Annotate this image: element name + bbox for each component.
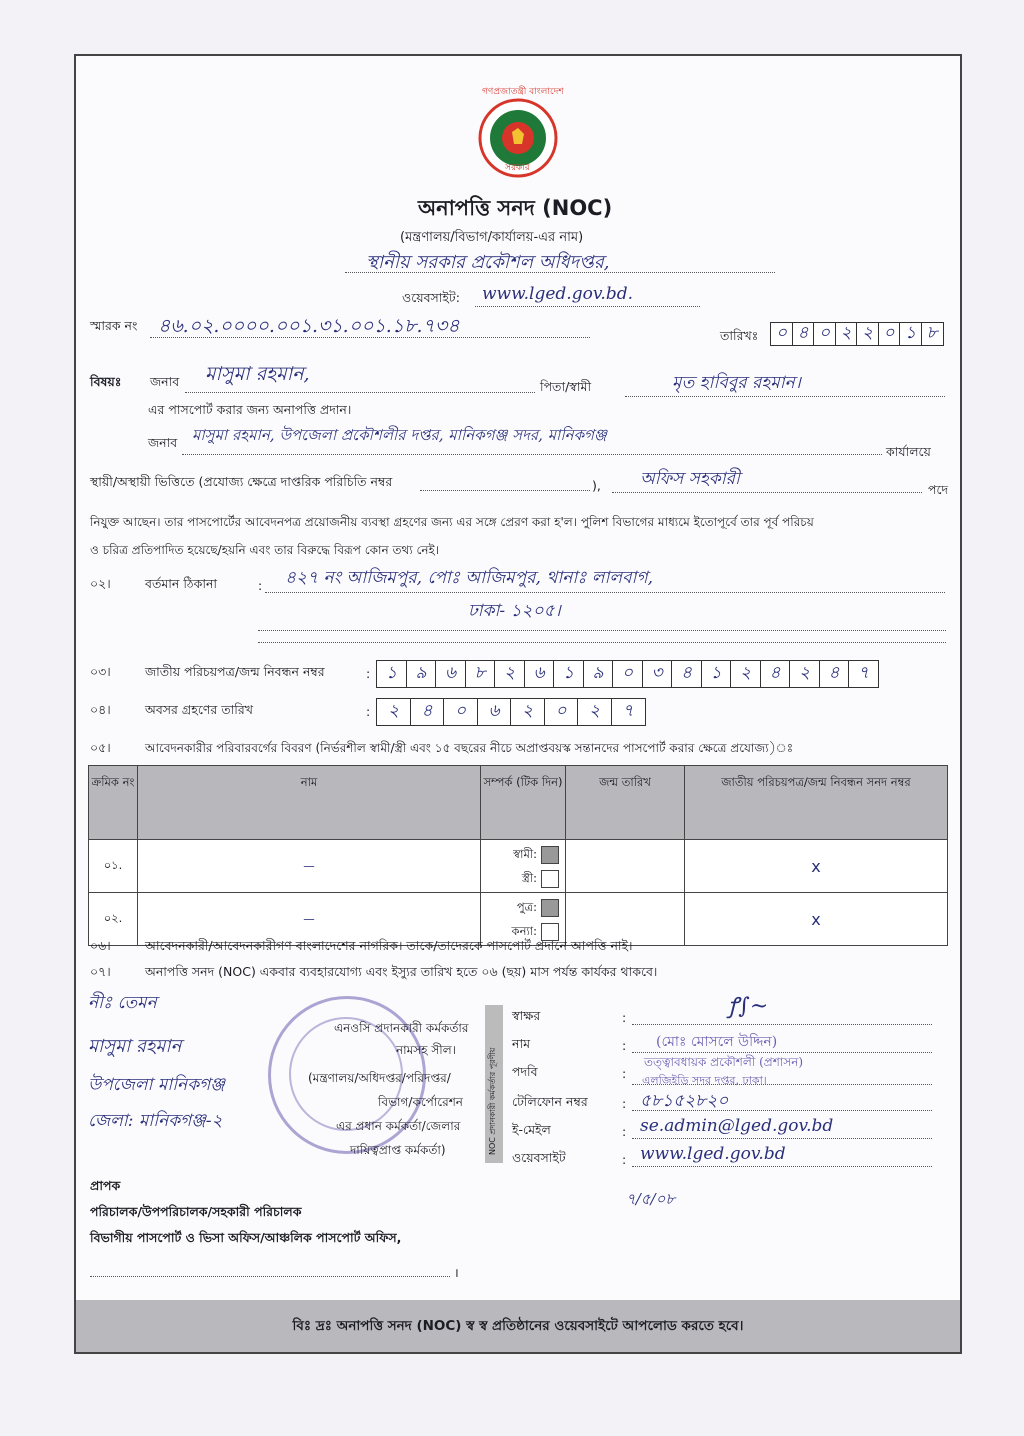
- officer-line: দায়িত্বপ্রাপ্ত কর্মকর্তা): [350, 1143, 446, 1157]
- designation: অফিস সহকারী: [640, 469, 740, 489]
- emblem-bottom-text: সরকার: [505, 163, 530, 173]
- field-phone-value: ৫৮১৫২৮২০: [640, 1091, 729, 1111]
- wife-checkbox[interactable]: [541, 870, 559, 888]
- nid-digit: ১: [701, 660, 732, 688]
- item-06-number: ০৬।: [90, 938, 111, 953]
- col-nid: জাতীয় পরিচয়পত্র/জন্ম নিবন্ধন সনদ নম্বর: [685, 766, 948, 840]
- item-04-number: ০৪।: [90, 702, 111, 717]
- reference-label: স্মারক নং: [90, 318, 138, 333]
- retire-boxes: [376, 698, 644, 726]
- body-line2-end: পদে: [928, 482, 949, 497]
- vertical-label-box: [485, 1005, 503, 1163]
- date-digit: ১: [899, 322, 922, 346]
- nid-digit: ৬: [435, 660, 466, 688]
- item-07-number: ০৭।: [90, 964, 111, 979]
- col-dob: জন্ম তারিখ: [566, 766, 685, 840]
- retire-digit: ০: [443, 698, 478, 726]
- date-digit: ২: [856, 322, 879, 346]
- subject-janab: জনাব: [150, 374, 180, 389]
- recipient-line1: পরিচালক/উপপরিচালক/সহকারী পরিচালক: [90, 1204, 302, 1219]
- field-website-label: ওয়েবসাইট: [512, 1150, 566, 1165]
- row-serial: ০২.: [89, 893, 138, 946]
- field-designation-label: পদবি: [512, 1064, 538, 1079]
- table-row: [89, 840, 948, 893]
- body-line2-print: স্থায়ী/অস্থায়ী ভিত্তিতে (প্রযোজ্য ক্ষেত্রে দাপ্তরিক পরিচিতি নম্বর: [90, 474, 393, 489]
- date-digit: ৪: [792, 322, 815, 346]
- field-signature-label: স্বাক্ষর: [512, 1008, 541, 1023]
- retire-label: অবসর গ্রহণের তারিখ: [145, 702, 253, 717]
- retire-digit: ২: [510, 698, 545, 726]
- body-line4: ও চরিত্র প্রতিপাদিত হয়েছে/হয়নি এবং তার বিরুদ্ধে বিরূপ কোন তথ্য নেই।: [90, 543, 440, 557]
- item-02-number: ০২।: [90, 576, 111, 591]
- row-dob: [566, 840, 685, 893]
- nid-digit: ৬: [524, 660, 555, 688]
- row-relation: স্বামী: স্ত্রী:: [481, 840, 566, 893]
- retire-digit: ৬: [477, 698, 512, 726]
- document-subtitle: (মন্ত্রণালয়/বিভাগ/কার্যালয়-এর নাম): [400, 230, 584, 245]
- date-digit: ০: [813, 322, 836, 346]
- field-name-label: নাম: [512, 1036, 531, 1051]
- reference-number: ৪৬.০২.০০০০.০০১.৩১.০০১.১৮.৭৩৪: [158, 315, 460, 337]
- subject-line2: এর পাসপোর্ট করার জন্য অনাপত্তি প্রদান।: [148, 402, 352, 417]
- nid-digit: ২: [730, 660, 761, 688]
- officer-line: বিভাগ/কর্পোরেশন: [378, 1095, 463, 1109]
- vertical-label: NOC প্রদানকারী কর্মকর্তার পূরণীয়: [488, 1047, 497, 1155]
- retire-digit: ৭: [611, 698, 646, 726]
- footer-note: [76, 1300, 960, 1352]
- father-label: পিতা/স্বামী: [540, 379, 592, 394]
- husband-checkbox[interactable]: [541, 846, 559, 864]
- row-name: —: [138, 840, 481, 893]
- retire-digit: ২: [577, 698, 612, 726]
- father-name: মৃত হাবিবুর রহমান।: [672, 373, 801, 393]
- left-note-2: মাসুমা রহমান: [88, 1036, 182, 1057]
- field-email-value: se.admin@lged.gov.bd: [640, 1116, 834, 1136]
- body-janab: জনাব: [148, 435, 178, 450]
- row-nid: x: [685, 840, 948, 893]
- field-email-label: ই-মেইল: [512, 1122, 551, 1137]
- recipient-label: প্রাপক: [90, 1178, 121, 1193]
- document-title: অনাপত্তি সনদ (NOC): [418, 196, 613, 220]
- col-serial: ক্রমিক নং: [89, 766, 138, 840]
- son-checkbox[interactable]: [541, 899, 559, 917]
- retire-digit: ০: [544, 698, 579, 726]
- nid-boxes: [376, 660, 878, 688]
- website-label: ওয়েবসাইট:: [402, 290, 460, 305]
- retire-digit: ২: [376, 698, 411, 726]
- signature-mark: ꝭ∫~: [728, 994, 769, 1019]
- website-value: www.lged.gov.bd.: [482, 284, 633, 304]
- date-digit: ০: [878, 322, 901, 346]
- date-boxes: [770, 322, 942, 346]
- family-table: [88, 765, 948, 946]
- officer-line: এর প্রধান কর্মকর্তা/জেলার: [336, 1119, 461, 1133]
- nid-digit: ০: [612, 660, 643, 688]
- body-line1-hand: মাসুমা রহমান, উপজেলা প্রকৌশলীর দপ্তর, মানিকগঞ্জ সদর, মানিকগঞ্জ: [192, 426, 607, 444]
- field-phone-label: টেলিফোন নম্বর: [512, 1094, 588, 1109]
- field-website-value: www.lged.gov.bd: [640, 1144, 786, 1164]
- nid-digit: ১: [553, 660, 584, 688]
- item-05-number: ০৫।: [90, 740, 111, 755]
- address-label: বর্তমান ঠিকানা: [145, 576, 218, 591]
- row-serial: ০১.: [89, 840, 138, 893]
- date-digit: ০: [770, 322, 793, 346]
- footer-text: বিঃ দ্রঃ অনাপত্তি সনদ (NOC) স্ব স্ব প্রতিষ্ঠানের ওয়েবসাইটে আপলোড করতে হবে।: [292, 1317, 744, 1334]
- nid-digit: ৪: [671, 660, 702, 688]
- body-line1-end: কার্যালয়ে: [886, 444, 931, 459]
- row-nid: x: [685, 893, 948, 946]
- citizen-statement: আবেদনকারী/আবেদনকারীগণ বাংলাদেশের নাগরিক। তাকে/তাদেরকে পাসপোর্ট প্রদানে আপত্তি নাই।: [145, 938, 633, 953]
- emblem-top-text: গণপ্রজাতন্ত্রী বাংলাদেশ: [482, 87, 564, 97]
- address-line1: ৪২৭ নং আজিমপুর, পোঃ আজিমপুর, থানাঃ লালবাগ,: [285, 568, 654, 588]
- body-line3: নিযুক্ত আছেন। তার পাসপোর্টের আবেদনপত্র প্রয়োজনীয় ব্যবস্থা গ্রহণের জন্য এর সঙ্গে প্রেরণ করা হ'ল। পুলিশ বিভাগের মাধ্যমে ইতোপূর্বে তার পূর্ব পরিচয়: [90, 515, 814, 529]
- left-note-4: জেলা: মানিকগঞ্জ-২: [88, 1111, 223, 1131]
- left-note-1: নীঃ তেমন: [88, 993, 157, 1013]
- nid-digit: ১: [376, 660, 407, 688]
- left-note-3: উপজেলা মানিকগঞ্জ: [88, 1075, 225, 1095]
- retire-digit: ৪: [410, 698, 445, 726]
- item-03-number: ০৩।: [90, 664, 111, 679]
- col-name: নাম: [138, 766, 481, 840]
- recipient-line2: বিভাগীয় পাসপোর্ট ও ভিসা অফিস/আঞ্চলিক পাসপোর্ট অফিস,: [90, 1230, 402, 1245]
- date-digit: ৮: [921, 322, 944, 346]
- nid-digit: ৩: [642, 660, 673, 688]
- nid-digit: ৯: [583, 660, 614, 688]
- nid-digit: ৪: [760, 660, 791, 688]
- subject-label: বিষয়ঃ: [90, 374, 122, 389]
- validity-statement: অনাপত্তি সনদ (NOC) একবার ব্যবহারযোগ্য এবং ইস্যুর তারিখ হতে ০৬ (ছয়) মাস পর্যন্ত কার্যকর থাকবে।: [145, 964, 658, 979]
- officer-line: (মন্ত্রণালয়/অধিদপ্তর/পরিদপ্তর/: [308, 1071, 451, 1085]
- family-label: আবেদনকারীর পরিবারবর্গের বিবরণ (নির্ভরশীল স্বামী/স্ত্রী এবং ১৫ বছরের নীচে অপ্রাপ্তবয়স্ক সন্তানদের পাসপোর্ট করার ক্ষেত্রে প্রযোজ্য)ঃ: [145, 741, 794, 755]
- field-designation-value: তত্ত্বাবধায়ক প্রকৌশলী (প্রশাসন): [644, 1055, 804, 1069]
- col-relation: সম্পর্ক (টিক দিন): [481, 766, 566, 840]
- nid-digit: ২: [494, 660, 525, 688]
- body-line2-mid: ),: [592, 478, 601, 493]
- address-line2: ঢাকা- ১২০৫।: [468, 601, 561, 621]
- nid-label: জাতীয় পরিচয়পত্র/জন্ম নিবন্ধন নম্বর: [145, 664, 325, 679]
- field-name-value: (মোঃ মোসলে উদ্দিন): [656, 1034, 778, 1050]
- initials-date: ৭/৫/০৮: [626, 1190, 676, 1208]
- recipient-line3-end: ।: [454, 1265, 459, 1280]
- row-relation: পুত্র: কন্যা:: [481, 893, 566, 946]
- applicant-name: মাসুমা রহমান,: [205, 363, 310, 385]
- office-line: এলজিইডি সদর দপ্তর, ঢাকা।: [642, 1074, 767, 1087]
- officer-line: এনওসি প্রদানকারী কর্মকর্তার: [334, 1021, 469, 1035]
- date-digit: ২: [835, 322, 858, 346]
- office-name: স্থানীয় সরকার প্রকৌশল অধিদপ্তর,: [366, 252, 610, 273]
- table-header-row: [89, 766, 948, 840]
- nid-digit: ৭: [848, 660, 879, 688]
- officer-line: নামসহ সীল।: [396, 1043, 456, 1057]
- date-label: তারিখঃ: [720, 328, 759, 343]
- nid-digit: ৮: [465, 660, 496, 688]
- nid-digit: ৪: [819, 660, 850, 688]
- row-name: —: [138, 893, 481, 946]
- nid-digit: ২: [789, 660, 820, 688]
- nid-digit: ৯: [406, 660, 437, 688]
